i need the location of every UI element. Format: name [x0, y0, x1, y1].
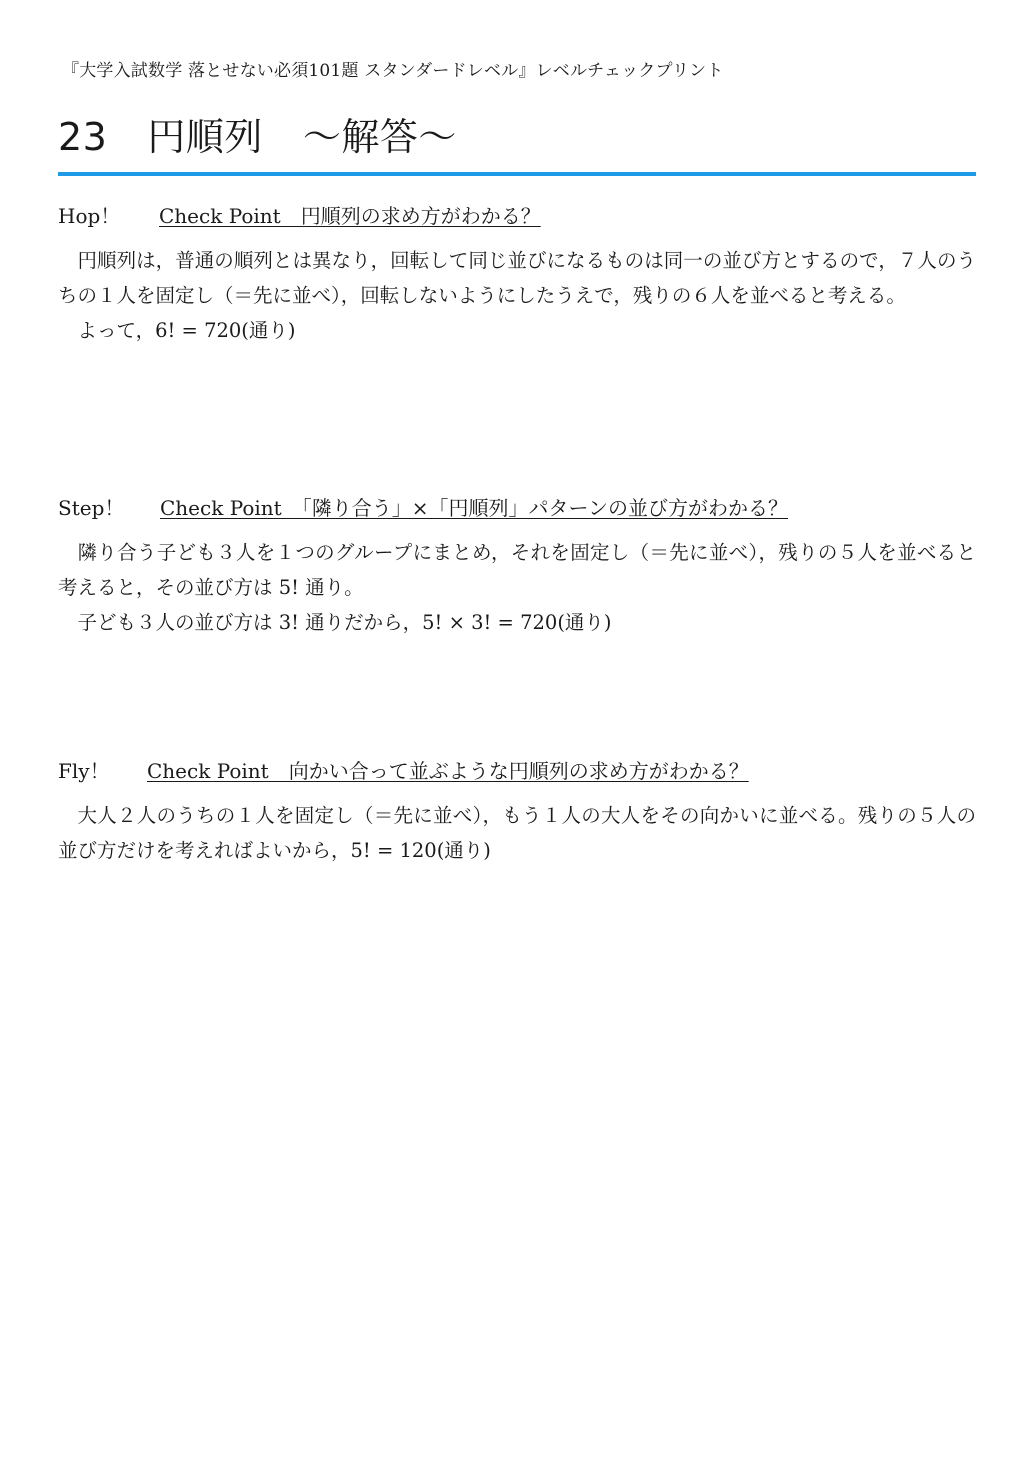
- level-label-step: Step！: [58, 496, 125, 520]
- topic-name: 円順列: [147, 115, 263, 159]
- section-fly: [58, 756, 976, 868]
- section-fly-header: [58, 756, 976, 786]
- title-divider: [58, 172, 976, 176]
- answer-label: ～解答～: [302, 115, 457, 159]
- level-label-hop: Hop！: [58, 204, 121, 228]
- level-label-fly: Fly！: [58, 759, 110, 783]
- page-title: [58, 106, 457, 161]
- section-step-header: [58, 493, 976, 523]
- hop-paragraph-2: よって，6! = 720(通り): [77, 319, 296, 342]
- step-paragraph-2: 子ども３人の並び方は 3! 通りだから，5! × 3! = 720(通り): [77, 611, 612, 634]
- check-point-hop: Check Point 円順列の求め方がわかる？: [159, 204, 541, 228]
- section-step: [58, 493, 976, 640]
- section-hop-body: [58, 243, 976, 348]
- section-fly-body: [58, 798, 976, 868]
- section-hop-header: [58, 201, 976, 231]
- section-hop: [58, 201, 976, 348]
- hop-paragraph-1: 円順列は，普通の順列とは異なり，回転して同じ並びになるものは同一の並び方とするので，７人のうちの１人を固定し（＝先に並べ），回転しないようにしたうえで，残りの６人を並べると考える。: [58, 249, 976, 307]
- fly-paragraph-1: 大人２人のうちの１人を固定し（＝先に並べ），もう１人の大人をその向かいに並べる。残りの５人の並び方だけを考えればよいから，5! = 120(通り): [58, 804, 976, 862]
- problem-number: 23: [58, 115, 108, 159]
- check-point-step: Check Point 「隣り合う」×「円順列」パターンの並び方がわかる？: [160, 496, 789, 520]
- step-paragraph-1: 隣り合う子ども３人を１つのグループにまとめ，それを固定し（＝先に並べ），残りの５人を並べると考えると，その並び方は 5! 通り。: [58, 541, 976, 599]
- section-step-body: [58, 535, 976, 640]
- book-title-header: 『大学入試数学 落とせない必須101題 スタンダードレベル』レベルチェックプリント: [62, 61, 724, 81]
- check-point-fly: Check Point 向かい合って並ぶような円順列の求め方がわかる？: [147, 759, 749, 783]
